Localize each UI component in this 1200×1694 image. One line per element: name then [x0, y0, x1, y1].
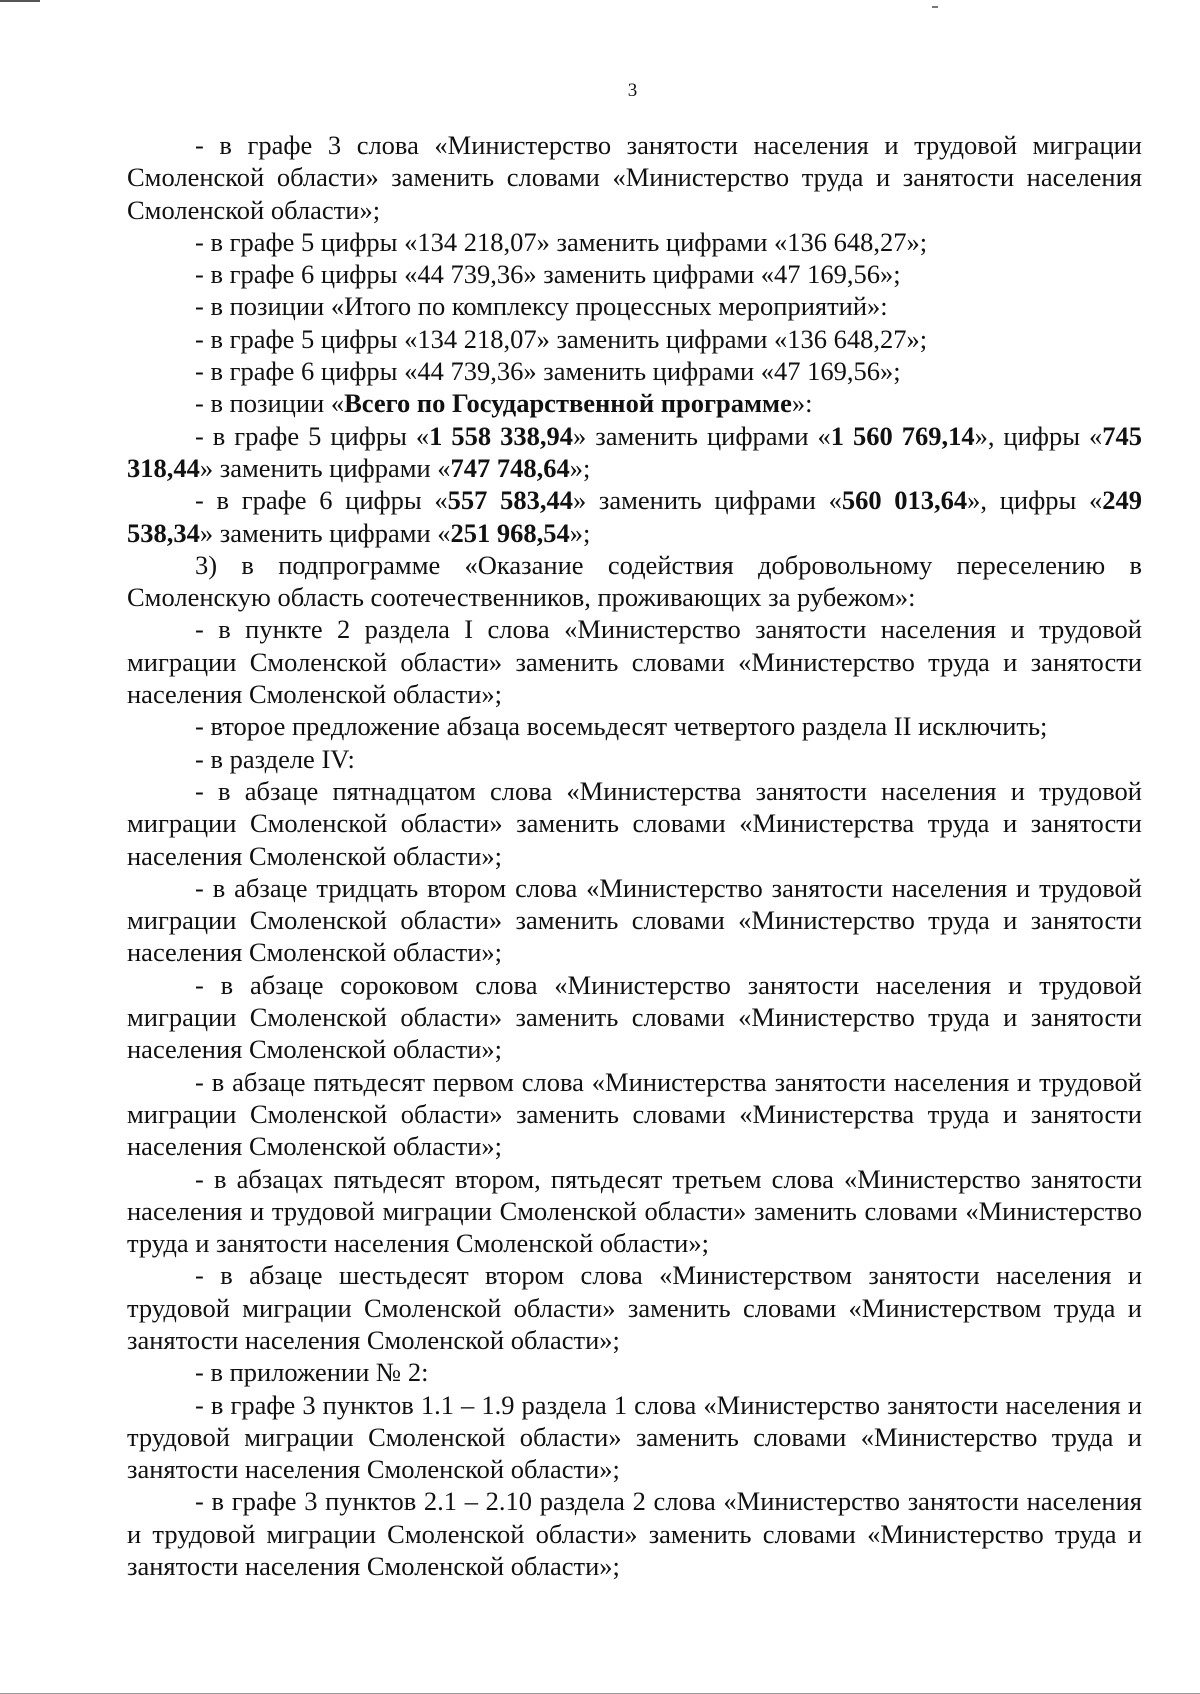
- paragraph: - в графе 6 цифры «44 739,36» заменить цифрами «47 169,56»;: [195, 356, 901, 387]
- paragraph: - в графе 3 пунктов 1.1 – 1.9 раздела 1 слова «Министерство занятости населения и трудовой миграции Смоленской области» заменить словами «Министерство труда и занятости населения Смоленской области»;: [127, 1389, 1142, 1485]
- paragraph: - в пункте 2 раздела I слова «Министерство занятости населения и трудовой миграции Смоленской области» заменить словами «Министерство труда и занятости населения Смоленской области»;: [127, 614, 1142, 710]
- scan-edge-mark: [0, 0, 40, 2]
- scan-edge-mark: [932, 6, 938, 8]
- document-body: [127, 129, 1142, 1582]
- paragraph: - в абзацах пятьдесят втором, пятьдесят третьем слова «Министерство занятости населения и трудовой миграции Смоленской области» заменить словами «Министерство труда и занятости населения Смоленской области»;: [127, 1163, 1142, 1259]
- paragraph: - в разделе IV:: [195, 743, 355, 774]
- paragraph: - в графе 6 цифры «557 583,44» заменить цифрами «560 013,64», цифры «249 538,34» заменить цифрами «251 968,54»;: [127, 485, 1142, 548]
- paragraph: - в графе 5 цифры «134 218,07» заменить цифрами «136 648,27»;: [195, 323, 928, 354]
- paragraph: 3) в подпрограмме «Оказание содействия добровольному переселению в Смоленскую область соотечественников, проживающих за рубежом»:: [127, 549, 1142, 613]
- paragraph: - второе предложение абзаца восемьдесят четвертого раздела II исключить;: [195, 711, 1048, 742]
- paragraph: - в приложении № 2:: [195, 1357, 429, 1388]
- paragraph: - в позиции «Всего по Государственной программе»:: [195, 388, 813, 419]
- page-number: 3: [627, 80, 638, 101]
- paragraph: - в графе 3 пунктов 2.1 – 2.10 раздела 2 слова «Министерство занятости населения и трудовой миграции Смоленской области» заменить словами «Министерство труда и занятости населения Смоленской области»;: [127, 1486, 1142, 1582]
- paragraph: - в абзаце пятнадцатом слова «Министерства занятости населения и трудовой миграции Смоленской области» заменить словами «Министерства труда и занятости населения Смоленской области»;: [127, 775, 1142, 871]
- paragraph: - в абзаце пятьдесят первом слова «Министерства занятости населения и трудовой миграции Смоленской области» заменить словами «Министерства труда и занятости населения Смоленской области»;: [127, 1066, 1142, 1162]
- paragraph: - в графе 5 цифры «134 218,07» заменить цифрами «136 648,27»;: [195, 226, 928, 257]
- paragraph: - в графе 6 цифры «44 739,36» заменить цифрами «47 169,56»;: [195, 259, 901, 290]
- paragraph: - в графе 5 цифры «1 558 338,94» заменить цифрами «1 560 769,14», цифры «745 318,44» заменить цифрами «747 748,64»;: [127, 420, 1143, 483]
- paragraph: - в абзаце шестьдесят втором слова «Министерством занятости населения и трудовой миграции Смоленской области» заменить словами «Министерством труда и занятости населения Смоленской области»;: [127, 1260, 1142, 1355]
- paragraph: - в абзаце сороковом слова «Министерство занятости населения и трудовой миграции Смоленской области» заменить словами «Министерство труда и занятости населения Смоленской области»;: [127, 969, 1142, 1065]
- paragraph: - в графе 3 слова «Министерство занятости населения и трудовой миграции Смоленской области» заменить словами «Министерство труда и занятости населения Смоленской области»;: [127, 130, 1142, 225]
- paragraph: - в абзаце тридцать втором слова «Министерство занятости населения и трудовой миграции Смоленской области» заменить словами «Министерство труда и занятости населения Смоленской области»;: [127, 872, 1142, 968]
- paragraph: - в позиции «Итого по комплексу процессных мероприятий»:: [195, 291, 888, 322]
